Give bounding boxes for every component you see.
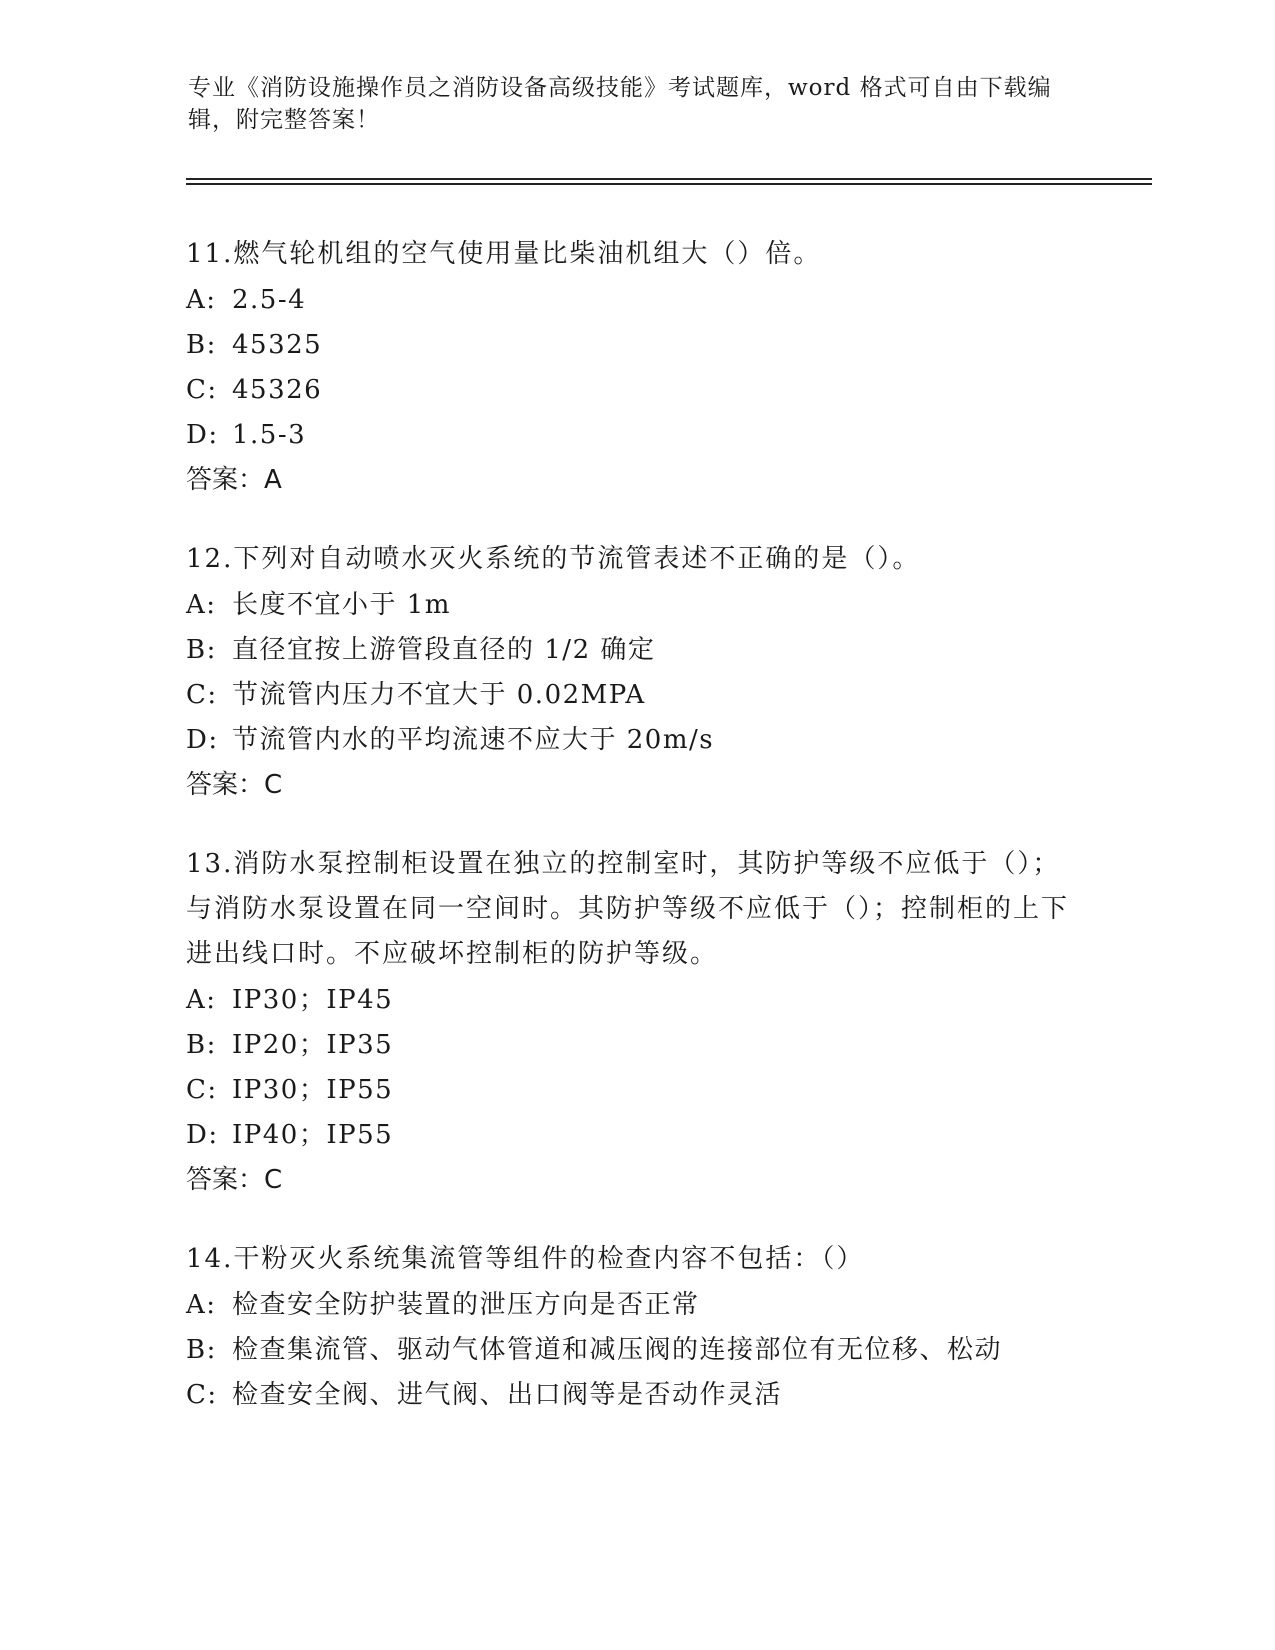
answer-line: 答案：C (186, 770, 283, 800)
option-letter: C: (186, 680, 218, 710)
option-letter: A: (186, 285, 217, 315)
option-text: 2.5-4 (232, 285, 307, 315)
option-letter: C: (186, 1380, 218, 1410)
option-letter: B: (186, 635, 217, 665)
option-c (186, 368, 1086, 413)
option-text: IP30；IP55 (232, 1075, 394, 1105)
option-d (186, 1113, 1086, 1158)
option-text: 检查安全阀、进气阀、出口阀等是否动作灵活 (232, 1380, 783, 1410)
option-text: IP40；IP55 (232, 1120, 394, 1150)
option-a (186, 583, 1086, 628)
option-b (186, 1023, 1086, 1068)
option-c (186, 673, 1086, 718)
option-text: 长度不宜小于 1m (232, 590, 451, 620)
option-c (186, 1373, 1086, 1418)
option-text: 直径宜按上游管段直径的 1/2 确定 (232, 635, 656, 665)
header-rule-bottom (186, 183, 1152, 185)
question-stem: 12.下列对自动喷水灭火系统的节流管表述不正确的是（）。 (186, 544, 921, 574)
option-d (186, 718, 1086, 763)
option-text: IP20；IP35 (232, 1030, 394, 1060)
option-letter: C: (186, 1075, 218, 1105)
option-text: 1.5-3 (232, 420, 307, 450)
option-letter: D: (186, 420, 219, 450)
answer-line: 答案：C (186, 1165, 283, 1195)
option-letter: C: (186, 375, 218, 405)
option-text: 检查集流管、驱动气体管道和减压阀的连接部位有无位移、松动 (232, 1335, 1003, 1365)
option-letter: D: (186, 725, 219, 755)
option-letter: A: (186, 590, 217, 620)
option-text: 45325 (232, 330, 323, 360)
option-d (186, 413, 1086, 458)
option-text: 节流管内压力不宜大于 0.02MPA (232, 680, 646, 710)
option-letter: A: (186, 985, 217, 1015)
option-a (186, 278, 1086, 323)
question-stem: 14.干粉灭火系统集流管等组件的检查内容不包括：（） (186, 1244, 865, 1274)
question-list (186, 232, 1086, 1452)
answer-line: 答案：A (186, 465, 282, 495)
header-rule-top (186, 178, 1152, 180)
option-b (186, 1328, 1086, 1373)
option-letter: A: (186, 1290, 217, 1320)
option-c (186, 1068, 1086, 1113)
option-a (186, 978, 1086, 1023)
question-13 (186, 842, 1086, 1203)
option-b (186, 323, 1086, 368)
option-text: IP30；IP45 (232, 985, 394, 1015)
option-letter: B: (186, 1335, 217, 1365)
question-stem: 11.燃气轮机组的空气使用量比柴油机组大（）倍。 (186, 239, 822, 269)
option-b (186, 628, 1086, 673)
option-text: 节流管内水的平均流速不应大于 20m/s (232, 725, 715, 755)
option-a (186, 1283, 1086, 1328)
question-stem: 13.消防水泵控制柜设置在独立的控制室时，其防护等级不应低于（）；与消防水泵设置在同一空间时。其防护等级不应低于（）；控制柜的上下进出线口时。不应破坏控制柜的防护等级。 (186, 849, 1070, 969)
option-text: 45326 (232, 375, 323, 405)
question-11 (186, 232, 1086, 503)
question-12 (186, 537, 1086, 808)
option-letter: B: (186, 1030, 217, 1060)
option-letter: B: (186, 330, 217, 360)
option-text: 检查安全防护装置的泄压方向是否正常 (232, 1290, 700, 1320)
document-header: 专业《消防设施操作员之消防设备高级技能》考试题库，word 格式可自由下载编辑，附完整答案！ (188, 75, 1052, 133)
question-14 (186, 1237, 1086, 1418)
option-letter: D: (186, 1120, 219, 1150)
